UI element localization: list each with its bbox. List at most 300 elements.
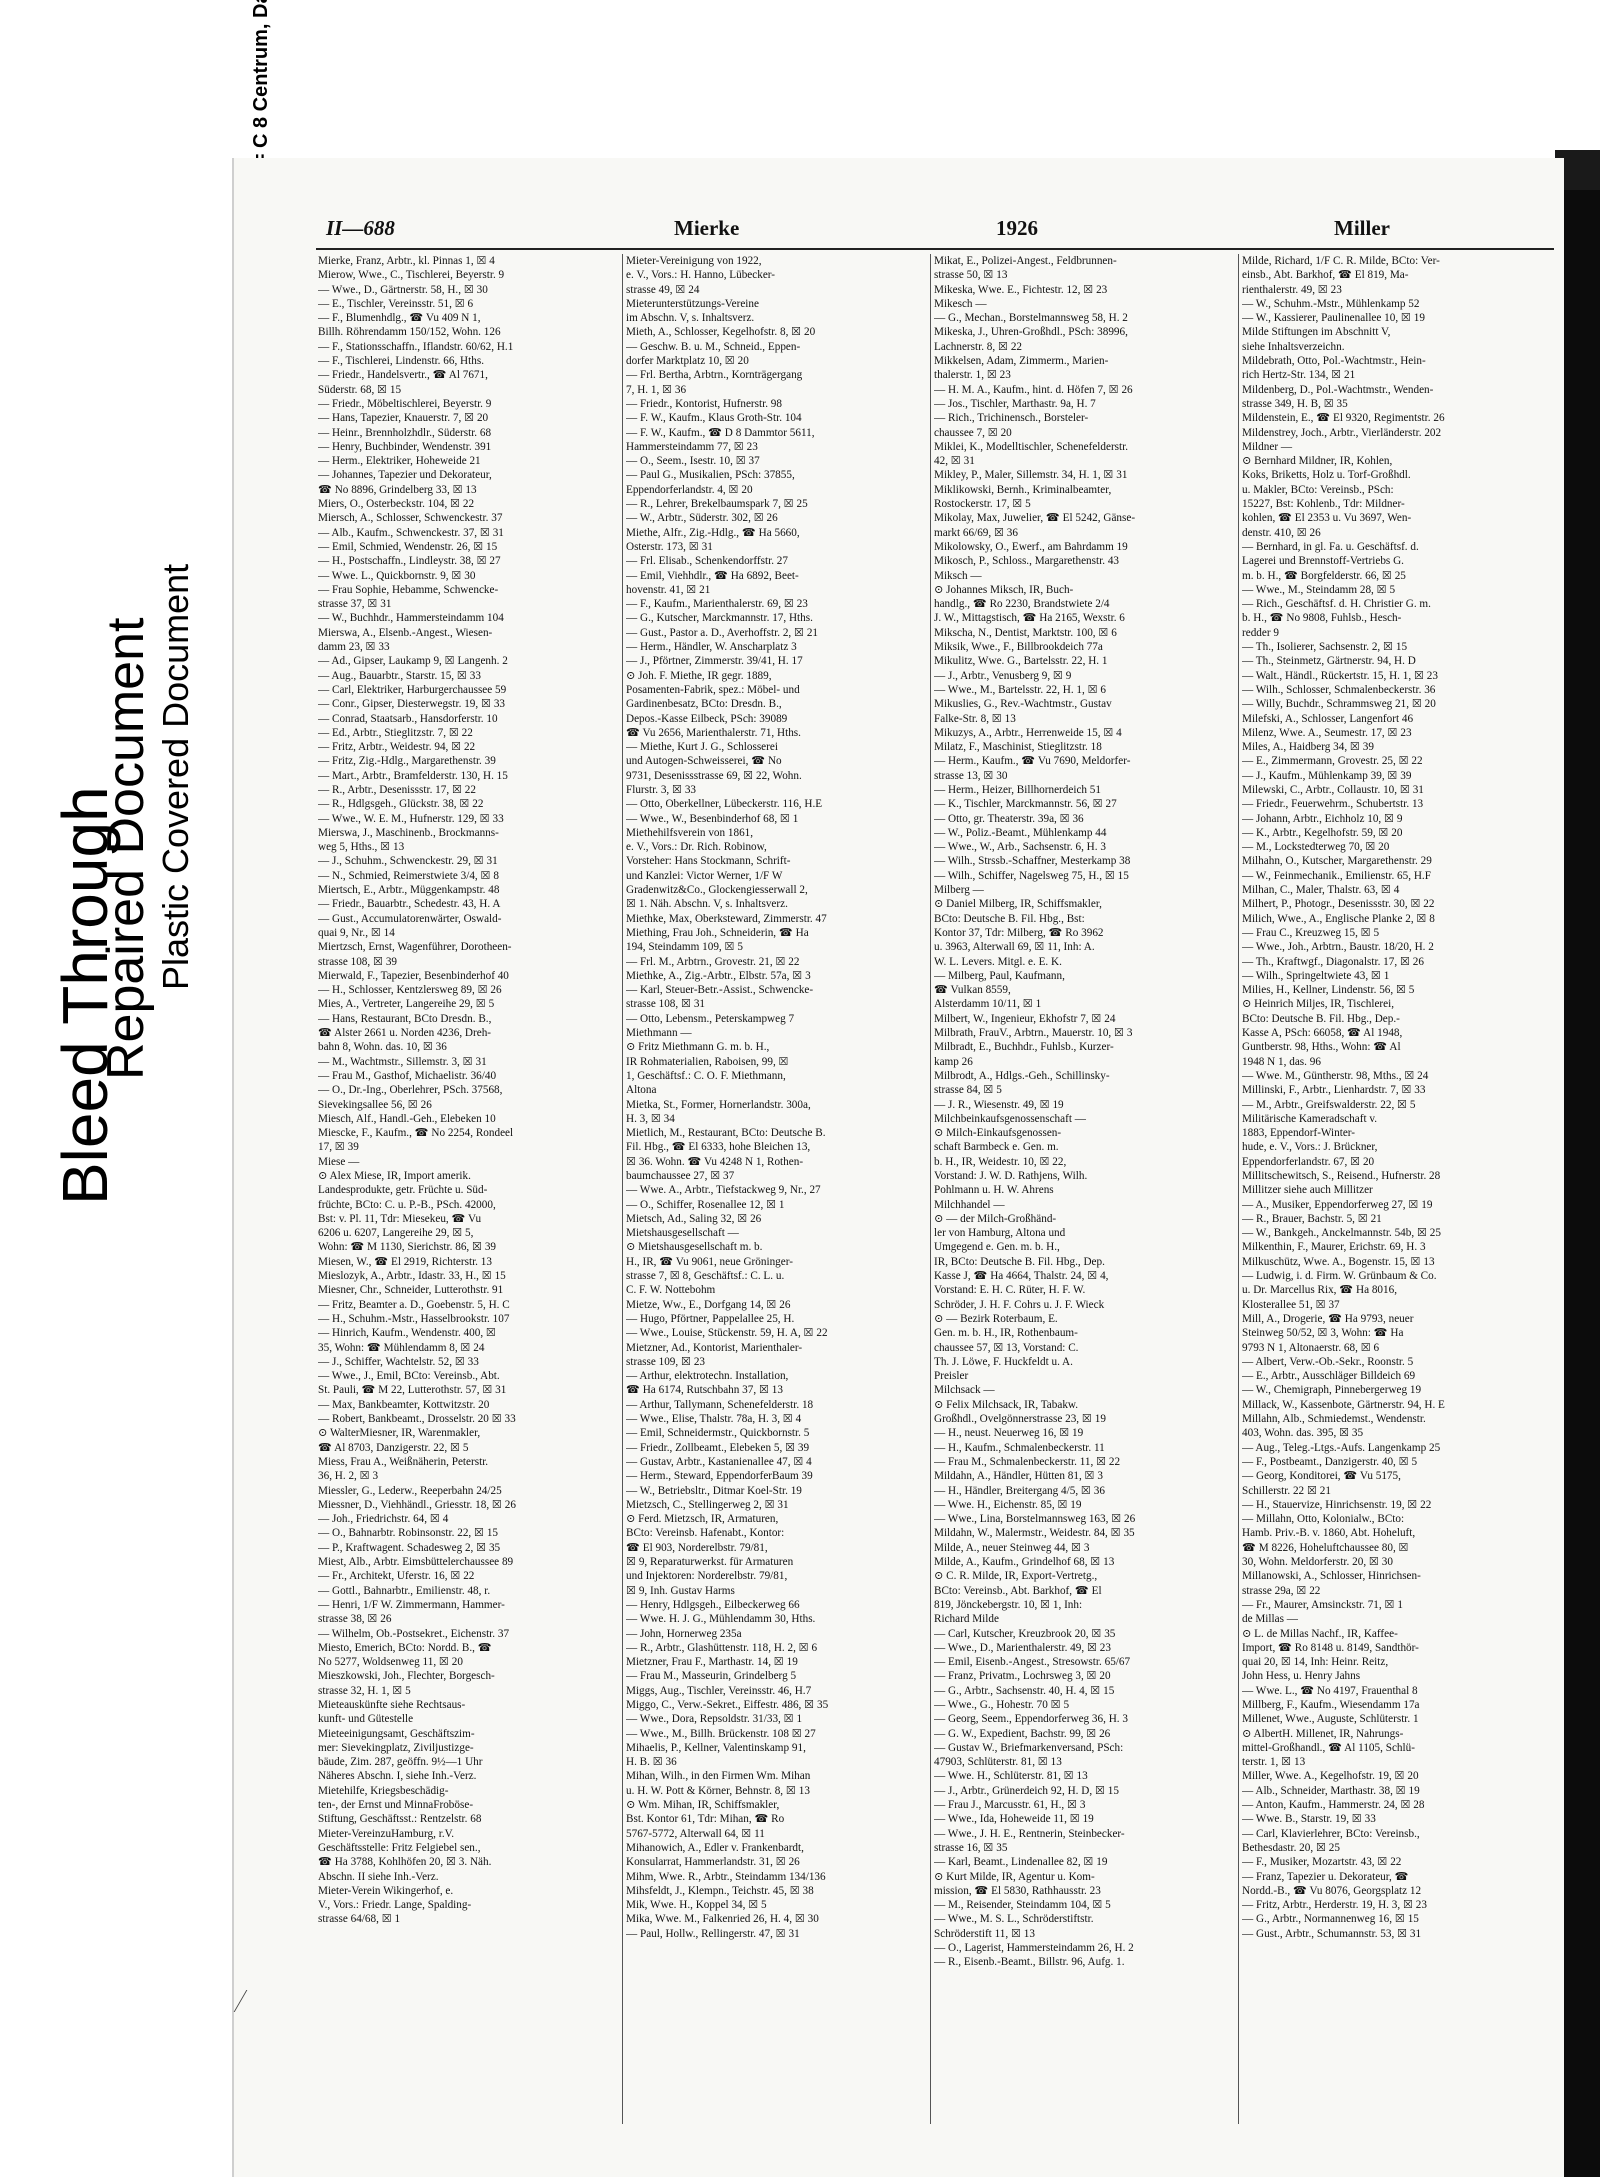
directory-entry: ⊙ Joh. F. Miethe, IR gegr. 1889,	[626, 669, 772, 682]
directory-entry: Miessner, D., Viehhändl., Griesstr. 18, ☒ 26	[318, 1498, 516, 1511]
directory-entry: — W., Arbtr., Süderstr. 302, ☒ 26	[626, 512, 778, 525]
directory-entry: dorfer Marktplatz 10, ☒ 20	[626, 355, 749, 368]
directory-entry: Mieteauskünfte siehe Rechtsaus-	[318, 1698, 466, 1711]
directory-entry: — Herm., Kaufm., ☎ Vu 7690, Meldorfer-	[934, 755, 1131, 768]
directory-entry: — K., Tischler, Marckmannstr. 56, ☒ 27	[934, 798, 1117, 811]
directory-entry: — Wilh., Schiffer, Nagelsweg 75, H., ☒ 15	[934, 869, 1129, 882]
directory-entry: — Fritz, Zig.-Hdlg., Margarethenstr. 39	[318, 755, 496, 768]
directory-entry: — Gustav W., Briefmarkenversand, PSch:	[934, 1741, 1124, 1754]
directory-entry: Miesch, Alf., Handl.-Geh., Elebeken 10	[318, 1112, 496, 1125]
directory-entry: — Anton, Kaufm., Hammerstr. 24, ☒ 28	[1242, 1799, 1425, 1812]
directory-entry: — H., Kaufm., Schmalenbeckerstr. 11	[934, 1441, 1105, 1454]
directory-entry: ⊙ Bernhard Mildner, IR, Kohlen,	[1242, 455, 1393, 468]
directory-entry: Milbert, W., Ingenieur, Ekhofstr 7, ☒ 24	[934, 1012, 1116, 1025]
directory-entry: Schröder, J. H. F. Cohrs u. J. F. Wieck	[934, 1298, 1105, 1311]
directory-entry: strasse 37, ☒ 31	[318, 598, 392, 611]
header-rule	[316, 248, 1554, 250]
column-divider	[930, 254, 931, 2124]
directory-entry: früchte, BCto: C. u. P.-B., PSch. 42000,	[318, 1198, 496, 1211]
directory-entry: kunft- und Gütestelle	[318, 1713, 414, 1726]
directory-entry: ten-, der Ernst und MinnaFroböse-	[318, 1799, 474, 1812]
directory-entry: BCto: Vereinsb. Hafenabt., Kontor:	[626, 1527, 785, 1540]
column-4	[1242, 254, 1552, 2144]
directory-entry: — Johann, Arbtr., Eichholz 10, ☒ 9	[1242, 812, 1403, 825]
directory-entry: Miksik, Wwe., F., Billbrookdeich 77a	[934, 641, 1103, 654]
directory-entry: ☎ Vu 2656, Marienthalerstr. 71, Hths.	[626, 726, 801, 739]
directory-entry: — R., Eisenb.-Beamt., Billstr. 96, Aufg. 1.	[934, 1956, 1125, 1969]
directory-entry: Milde, A., Kaufm., Grindelhof 68, ☒ 13	[934, 1556, 1115, 1569]
directory-entry: quai 20, ☒ 14, Inh: Heinr. Reitz,	[1242, 1656, 1389, 1669]
directory-entry: — G., Mechan., Borstelmannsweg 58, H. 2	[934, 312, 1128, 325]
directory-entry: ⊙ Felix Milchsack, IR, Tabakw.	[934, 1398, 1079, 1411]
directory-entry: — F., Tischlerei, Lindenstr. 66, Hths.	[318, 355, 484, 368]
directory-entry: Milbrodt, A., Hdlgs.-Geh., Schillinsky-	[934, 1069, 1110, 1082]
directory-entry: Eppendorferlandstr. 67, ☒ 20	[1242, 1155, 1375, 1168]
directory-entry: ⊙ Daniel Milberg, IR, Schiffsmakler,	[934, 898, 1102, 911]
directory-entry: 194, Steindamm 109, ☒ 5	[626, 941, 743, 954]
directory-entry: — Wwe. H. J. G., Mühlendamm 30, Hths.	[626, 1613, 816, 1626]
directory-entry: Miethmann —	[626, 1027, 692, 1040]
directory-entry: Mildenstrey, Joch., Arbtr., Vierländerstr. 202	[1242, 426, 1442, 439]
directory-entry: Großhdl., Ovelgönnerstrasse 23, ☒ 19	[934, 1413, 1106, 1426]
directory-entry: 9731, Desenissstrasse 69, ☒ 22, Wohn.	[626, 769, 802, 782]
directory-entry: 30, Wohn. Meldorferstr. 20, ☒ 30	[1242, 1556, 1393, 1569]
directory-entry: Mikolowsky, O., Ewerf., am Bahrdamm 19	[934, 540, 1128, 553]
directory-entry: Mierswa, J., Maschinenb., Brockmanns-	[318, 826, 499, 839]
directory-entry: Mietzner, Ad., Kontorist, Marienthaler-	[626, 1341, 803, 1354]
directory-entry: — F., Kaufm., Marienthalerstr. 69, ☒ 23	[626, 598, 808, 611]
directory-entry: — Millahn, Otto, Kolonialw., BCto:	[1242, 1513, 1405, 1526]
directory-entry: Miertzsch, Ernst, Wagenführer, Dorotheen-	[318, 941, 512, 954]
directory-entry: — Frau M., Gasthof, Michaelistr. 36/40	[318, 1069, 497, 1082]
directory-entry: ☒ 9, Reparaturwerkst. für Armaturen	[626, 1556, 794, 1569]
directory-entry: baumchaussee 27, ☒ 37	[626, 1170, 735, 1182]
directory-entry: ⊙ WalterMiesner, IR, Warenmakler,	[318, 1427, 481, 1440]
directory-entry: — H., Schlosser, Kentzlersweg 89, ☒ 26	[318, 984, 502, 997]
directory-entry: Koks, Briketts, Holz u. Torf-Großhdl.	[1242, 469, 1411, 482]
directory-entry: — Paul, Hollw., Rellingerstr. 47, ☒ 31	[626, 1927, 800, 1940]
directory-entry: Mikkelsen, Adam, Zimmerm., Marien-	[934, 355, 1109, 368]
directory-entry: — Wwe., Lina, Borstelmannsweg 163, ☒ 26	[934, 1513, 1136, 1526]
directory-entry: — Albert, Verw.-Ob.-Sekr., Roonstr. 5	[1242, 1355, 1414, 1368]
directory-entry: strasse 349, H. B, ☒ 35	[1242, 397, 1348, 410]
directory-entry: Mietzsch, C., Stellingerweg 2, ☒ 31	[626, 1498, 789, 1511]
directory-entry: ☒ 1. Näh. Abschn. V, s. Inhaltsverz.	[626, 898, 788, 911]
directory-entry: strasse 84, ☒ 5	[934, 1084, 1002, 1097]
directory-entry: Milkenthin, F., Maurer, Erichstr. 69, H. 3	[1242, 1241, 1426, 1254]
directory-entry: Mihanowich, A., Edler v. Frankenbardt,	[626, 1841, 804, 1854]
directory-entry: — Otto, Oberkellner, Lübeckerstr. 116, H.E	[626, 798, 823, 811]
directory-entry: No 5277, Woldsenweg 11, ☒ 20	[318, 1656, 463, 1669]
directory-entry: Miersch, A., Schlosser, Schwenckestr. 37	[318, 512, 503, 525]
directory-entry: — Geschw. B. u. M., Schneid., Eppen-	[626, 340, 801, 353]
directory-entry: Preisler	[934, 1370, 969, 1383]
directory-entry: — Conrad, Staatsarb., Hansdorferstr. 10	[318, 712, 498, 725]
directory-entry: Posamenten-Fabrik, spez.: Möbel- und	[626, 683, 800, 696]
directory-entry: John Hess, u. Henry Jahns	[1242, 1670, 1361, 1683]
directory-entry: ☎ Vulkan 8559,	[934, 984, 1011, 997]
directory-entry: Mikolay, Max, Juwelier, ☎ El 5242, Gänse-	[934, 512, 1136, 525]
directory-entry: — Th., Kraftwgf., Diagonalstr. 17, ☒ 26	[1242, 955, 1424, 968]
directory-entry: Mikat, E., Polizei-Angest., Feldbrunnen-	[934, 255, 1117, 267]
directory-entry: Näheres Abschn. I, siehe Inh.-Verz.	[318, 1770, 477, 1783]
directory-entry: — Wwe., G., Hohestr. 70 ☒ 5	[934, 1698, 1070, 1711]
directory-entry: — Hinrich, Kaufm., Wendenstr. 400, ☒	[318, 1327, 496, 1340]
directory-entry: — E., Arbtr., Ausschläger Billdeich 69	[1242, 1370, 1416, 1383]
directory-entry: Millenet, Wwe., Auguste, Schlüterstr. 1	[1242, 1713, 1419, 1726]
directory-entry: Milkuschütz, Wwe. A., Bogenstr. 15, ☒ 13	[1242, 1255, 1435, 1268]
directory-entry: — Friedr., Möbeltischlerei, Beyerstr. 9	[318, 397, 492, 410]
directory-entry: strasse 108, ☒ 31	[626, 998, 706, 1011]
directory-entry: — Wwe., W., Besenbinderhof 68, ☒ 1	[626, 812, 799, 825]
directory-entry: Mikuslies, G., Rev.-Wachtmstr., Gustav	[934, 698, 1112, 711]
directory-entry: — F., Postbeamt., Danzigerstr. 40, ☒ 5	[1242, 1455, 1418, 1468]
directory-entry: — Friedr., Bauarbtr., Schedestr. 43, H. A	[318, 898, 501, 911]
directory-entry: Mikscha, N., Dentist, Marktstr. 100, ☒ 6	[934, 626, 1117, 639]
directory-entry: — Aug., Teleg.-Ltgs.-Aufs. Langenkamp 25	[1242, 1441, 1441, 1454]
directory-entry: Mieterunterstützungs-Vereine	[626, 297, 759, 310]
directory-entry: 42, ☒ 31	[934, 455, 975, 468]
directory-entry: Mieszkowski, Joh., Flechter, Borgesch-	[318, 1670, 495, 1683]
directory-entry: 36, H. 2, ☒ 3	[318, 1470, 379, 1483]
directory-entry: — Gust., Arbtr., Schumannstr. 53, ☒ 31	[1242, 1927, 1422, 1940]
directory-entry: Miessler, G., Lederw., Reeperbahn 24/25	[318, 1484, 502, 1497]
directory-entry: — Wwe., Louise, Stückenstr. 59, H. A, ☒ 22	[626, 1327, 828, 1340]
directory-entry: Richard Milde	[934, 1613, 999, 1626]
directory-entry: C. F. W. Nottebohm	[626, 1284, 716, 1297]
directory-entry: — Fritz, Arbtr., Weidestr. 94, ☒ 22	[318, 741, 476, 754]
directory-entry: Mikesch —	[934, 297, 987, 310]
directory-entry: — N., Schmied, Reimerstwiete 3/4, ☒ 8	[318, 869, 499, 882]
directory-entry: Wohn: ☎ M 1130, Sierichstr. 86, ☒ 39	[318, 1241, 497, 1254]
directory-entry: — Karl, Steuer-Betr.-Assist., Schwencke-	[626, 984, 814, 997]
directory-entry: Abschn. II siehe Inh.-Verz.	[318, 1870, 439, 1883]
directory-entry: Kasse J, ☎ Ha 4664, Thalstr. 24, ☒ 4,	[934, 1270, 1109, 1283]
directory-entry: hovenstr. 41, ☒ 21	[626, 583, 711, 596]
directory-entry: IR, BCto: Deutsche B. Fil. Hbg., Dep.	[934, 1255, 1105, 1268]
directory-entry: m. b. H., ☎ Borgfelderstr. 66, ☒ 25	[1242, 569, 1406, 582]
directory-entry: Mikeska, Wwe. E., Fichtestr. 12, ☒ 23	[934, 283, 1108, 296]
directory-entry: — Frau M., Masseurin, Grindelberg 5	[626, 1670, 797, 1683]
column-1	[318, 254, 618, 2144]
directory-entry: Süderstr. 68, ☒ 15	[318, 383, 402, 396]
directory-entry: — Hans, Restaurant, BCto Dresdn. B.,	[318, 1012, 492, 1025]
directory-entry: Hamb. Priv.-B. v. 1860, Abt. Hoheluft,	[1242, 1527, 1416, 1540]
directory-entry: Umgegend e. Gen. m. b. H.,	[934, 1241, 1060, 1254]
directory-entry: ☒ 36. Wohn. ☎ Vu 4248 N 1, Rothen-	[626, 1155, 804, 1168]
directory-entry: ⊙ AlbertH. Millenet, IR, Nahrungs-	[1242, 1727, 1404, 1740]
directory-entry: — Frl. M., Arbtrn., Grovestr. 21, ☒ 22	[626, 955, 800, 968]
directory-entry: b. H., IR, Weidestr. 10, ☒ 22,	[934, 1155, 1067, 1168]
directory-entry: — W., Betriebsltr., Ditmar Koel-Str. 19	[626, 1484, 802, 1497]
directory-entry: Milhahn, O., Kutscher, Margarethenstr. 29	[1242, 855, 1432, 868]
directory-entry: de Millas —	[1242, 1613, 1298, 1626]
directory-entry: Miest, Alb., Arbtr. Eimsbüttelerchaussee 89	[318, 1556, 514, 1569]
directory-entry: ☎ Al 8703, Danzigerstr. 22, ☒ 5	[318, 1441, 469, 1454]
directory-entry: — F. W., Kaufm., Klaus Groth-Str. 104	[626, 412, 802, 425]
directory-entry: — Miethe, Kurt J. G., Schlosserei	[626, 741, 778, 754]
directory-entry: Milde, Richard, 1/F C. R. Milde, BCto: Ver-	[1242, 255, 1440, 267]
directory-entry: Alsterdamm 10/11, ☒ 1	[934, 998, 1042, 1011]
directory-entry: Milbrath, FrauV., Arbtrn., Mauerstr. 10, ☒ 3	[934, 1027, 1133, 1040]
directory-entry: Millanowski, A., Schlosser, Hinrichsen-	[1242, 1570, 1421, 1583]
directory-entry: — Joh., Friedrichstr. 64, ☒ 4	[318, 1513, 449, 1526]
directory-entry: Millberg, F., Kaufm., Wiesendamm 17a	[1242, 1698, 1420, 1711]
directory-entry: — Fritz, Beamter a. D., Goebenstr. 5, H. C	[318, 1298, 510, 1311]
directory-entry: Mika, Wwe. M., Falkenried 26, H. 4, ☒ 30	[626, 1913, 819, 1926]
directory-entry: — Johannes, Tapezier und Dekorateur,	[318, 469, 492, 482]
directory-entry: Mietze, Ww., E., Dorfgang 14, ☒ 26	[626, 1298, 791, 1311]
directory-entry: — Wwe. L., ☎ No 4197, Frauenthal 8	[1242, 1684, 1418, 1697]
directory-entry: H. B. ☒ 36	[626, 1756, 677, 1769]
directory-entry: Milde, A., neuer Steinweg 44, ☒ 3	[934, 1541, 1090, 1554]
directory-entry: und Autogen-Schweisserei, ☎ No	[626, 755, 782, 768]
directory-entry: Milchsack —	[934, 1384, 995, 1397]
directory-entry: ⊙ Wm. Mihan, IR, Schiffsmakler,	[626, 1799, 780, 1812]
directory-entry: 819, Jönckebergstr. 10, ☒ 1, Inh:	[934, 1598, 1083, 1611]
directory-entry: terstr. 1, ☒ 13	[1242, 1756, 1306, 1769]
directory-entry: Mikulitz, Wwe. G., Bartelsstr. 22, H. 1	[934, 655, 1108, 668]
directory-entry: — R., Lehrer, Brekelbaumspark 7, ☒ 25	[626, 498, 808, 511]
directory-entry: — Ed., Arbtr., Stieglitzstr. 7, ☒ 22	[318, 726, 473, 739]
directory-entry: Vorsteher: Hans Stockmann, Schrift-	[626, 855, 791, 868]
directory-entry: — Fr., Maurer, Amsinckstr. 71, ☒ 1	[1242, 1598, 1403, 1611]
directory-entry: Konsularrat, Hammerlandstr. 31, ☒ 26	[626, 1856, 800, 1869]
directory-entry: Miethke, Max, Oberksteward, Zimmerstr. 47	[626, 912, 827, 925]
directory-entry: Vorstand: J. W. D. Rathjens, Wilh.	[934, 1170, 1088, 1182]
directory-entry: Milies, H., Kellner, Lindenstr. 56, ☒ 5	[1242, 984, 1415, 997]
directory-entry: Miers, O., Osterbeckstr. 104, ☒ 22	[318, 498, 475, 511]
directory-entry: — Wilh., Schlosser, Schmalenbeckerstr. 36	[1242, 683, 1436, 696]
directory-entry: chaussee 57, ☒ 13, Vorstand: C.	[934, 1341, 1079, 1354]
directory-entry: e. V., Vors.: Dr. Rich. Robinow,	[626, 841, 767, 854]
directory-entry: — Wwe., Dora, Repsoldstr. 31/33, ☒ 1	[626, 1713, 803, 1726]
scanner-edge	[1564, 150, 1600, 2177]
directory-entry: — Carl, Elektriker, Harburgerchaussee 59	[318, 683, 507, 696]
directory-entry: — Wwe. H., Schlüterstr. 81, ☒ 13	[934, 1770, 1088, 1783]
directory-entry: und Kanzlei: Victor Werner, 1/F W	[626, 869, 783, 882]
directory-entry: Guntberstr. 98, Hths., Wohn: ☎ Al	[1242, 1041, 1401, 1054]
directory-entry: strasse 38, ☒ 26	[318, 1613, 392, 1626]
directory-entry: ⊙ Ferd. Mietzsch, IR, Armaturen,	[626, 1513, 779, 1526]
directory-entry: Miesen, W., ☎ El 2919, Richterstr. 13	[318, 1255, 492, 1268]
directory-entry: — J., Arbtr., Grünerdeich 92, H. D, ☒ 15	[934, 1784, 1119, 1797]
directory-entry: Mieter-Vereinigung von 1922,	[626, 255, 762, 267]
directory-entry: J. W., Mittagstisch, ☎ Ha 2165, Wexstr. 6	[934, 612, 1125, 625]
directory-entry: Mieth, A., Schlosser, Kegelhofstr. 8, ☒ 20	[626, 326, 816, 339]
directory-entry: 9793 N 1, Altonaerstr. 68, ☒ 6	[1242, 1341, 1380, 1354]
directory-entry: — Mart., Arbtr., Bramfelderstr. 130, H. 15	[318, 769, 508, 782]
directory-entry: — F., Musiker, Mozartstr. 43, ☒ 22	[1242, 1856, 1402, 1869]
directory-entry: u. Makler, BCto: Vereinsb., PSch:	[1242, 483, 1394, 496]
directory-entry: — O., Schiffer, Rosenallee 12, ☒ 1	[626, 1198, 785, 1211]
directory-entry: — H. M. A., Kaufm., hint. d. Höfen 7, ☒ 26	[934, 383, 1133, 396]
directory-entry: — Emil, Schmied, Wendenstr. 26, ☒ 15	[318, 540, 498, 553]
directory-entry: Mieter-Verein Wikingerhof, e.	[318, 1884, 454, 1897]
directory-entry: Miller, Wwe. A., Kegelhofstr. 19, ☒ 20	[1242, 1770, 1419, 1783]
directory-entry: — Henry, Buchbinder, Wendenstr. 391	[318, 440, 492, 453]
directory-entry: — Otto, Lebensm., Peterskampweg 7	[626, 1012, 795, 1025]
directory-entry: — Wwe., Ida, Hoheweide 11, ☒ 19	[934, 1813, 1094, 1826]
header-left-word: Mierke	[674, 216, 740, 240]
directory-entry: Mihm, Wwe. R., Arbtr., Steindamm 134/136	[626, 1870, 826, 1883]
directory-entry: Lagerei und Brennstoff-Vertriebs G.	[1242, 555, 1404, 568]
directory-entry: Falke-Str. 8, ☒ 13	[934, 712, 1016, 725]
plastic-covered-label: Plastic Covered Document	[155, 563, 196, 990]
directory-entry: ☎ Alster 2661 u. Norden 4236, Dreh-	[318, 1027, 492, 1040]
directory-entry: Milatz, F., Maschinist, Stieglitzstr. 18	[934, 741, 1102, 754]
directory-entry: Millinski, F., Arbtr., Lienhardstr. 7, ☒ 33	[1242, 1084, 1426, 1097]
directory-entry: ☎ M 8226, Hoheluftchaussee 80, ☒	[1242, 1541, 1409, 1554]
directory-entry: strasse 16, ☒ 35	[934, 1841, 1008, 1854]
directory-entry: Mik, Wwe. H., Koppel 34, ☒ 5	[626, 1899, 767, 1912]
directory-entry: quai 9, Nr., ☒ 14	[318, 926, 395, 939]
directory-entry: Miggs, Aug., Tischler, Vereinsstr. 46, H.7	[626, 1684, 812, 1697]
directory-entry: BCto: Deutsche B. Fil. Hbg., Dep.-	[1242, 1012, 1400, 1025]
directory-entry: 1883, Eppendorf-Winter-	[1242, 1127, 1356, 1140]
directory-entry: — Wwe., Joh., Arbtrn., Baustr. 18/20, H. 2	[1242, 941, 1434, 954]
directory-entry: im Abschn. V, s. Inhaltsverz.	[626, 312, 755, 325]
directory-entry: — E., Zimmermann, Grovestr. 25, ☒ 22	[1242, 755, 1423, 768]
directory-entry: Mikuzys, A., Arbtr., Herrenweide 15, ☒ 4	[934, 726, 1122, 739]
directory-entry: — Conr., Gipser, Diesterwegstr. 19, ☒ 33	[318, 698, 506, 711]
directory-entry: Kasse A, PSch: 66058, ☎ Al 1948,	[1242, 1027, 1403, 1040]
directory-entry: ☒ 9, Inh. Gustav Harms	[626, 1584, 735, 1597]
directory-entry: Schröderstift 11, ☒ 13	[934, 1927, 1035, 1940]
directory-entry: — W., Kassierer, Paulinenallee 10, ☒ 19	[1242, 312, 1425, 325]
directory-entry: — M., Wachtmstr., Sillemstr. 3, ☒ 31	[318, 1055, 487, 1068]
directory-entry: — Th., Isolierer, Sachsenstr. 2, ☒ 15	[1242, 641, 1408, 654]
directory-entry: 35, Wohn: ☎ Mühlendamm 8, ☒ 24	[318, 1341, 485, 1354]
directory-entry: — Wilh., Springeltwiete 43, ☒ 1	[1242, 969, 1390, 982]
directory-entry: — Henri, 1/F W. Zimmermann, Hammer-	[318, 1598, 505, 1611]
directory-entry: 7, H. 1, ☒ 36	[626, 383, 687, 396]
directory-entry: Mihan, Wilh., in den Firmen Wm. Mihan	[626, 1770, 811, 1783]
directory-entry: ⊙ — der Milch-Großhänd-	[934, 1212, 1057, 1225]
directory-entry: schaft Barmbeck e. Gen. m.	[934, 1141, 1059, 1154]
directory-entry: — J., Schiffer, Wachtelstr. 52, ☒ 33	[318, 1355, 479, 1368]
directory-entry: Miescke, F., Kaufm., ☎ No 2254, Rondeel	[318, 1127, 514, 1140]
directory-entry: kamp 26	[934, 1055, 973, 1068]
directory-entry: Millahn, Alb., Schmiedemst., Wendenstr.	[1242, 1413, 1426, 1426]
directory-entry: — W., Chemigraph, Pinnebergerweg 19	[1242, 1384, 1422, 1397]
directory-entry: ⊙ L. de Millas Nachf., IR, Kaffee-	[1242, 1627, 1398, 1640]
directory-entry: Mietsch, Ad., Saling 32, ☒ 26	[626, 1212, 762, 1225]
directory-entry: — F., Blumenhdlg., ☎ Vu 409 N 1,	[318, 312, 481, 325]
directory-entry: — Wwe., D., Marienthalerstr. 49, ☒ 23	[934, 1641, 1111, 1654]
directory-entry: u. H. W. Pott & Körner, Behnstr. 8, ☒ 13	[626, 1784, 810, 1797]
directory-entry: Mihaelis, P., Kellner, Valentinskamp 91,	[626, 1741, 806, 1754]
directory-entry: strasse 7, ☒ 8, Geschäftsf.: C. L. u.	[626, 1270, 785, 1283]
directory-entry: b. H., ☎ No 9808, Fuhlsb., Hesch-	[1242, 612, 1402, 625]
directory-entry: — J., Pförtner, Zimmerstr. 39/41, H. 17	[626, 655, 803, 668]
directory-entry: Gen. m. b. H., IR, Rothenbaum-	[934, 1327, 1078, 1340]
directory-entry: Mikley, P., Maler, Sillemstr. 34, H. 1, ☒ 31	[934, 469, 1128, 482]
directory-entry: Stiftung, Geschäftsst.: Rentzelstr. 68	[318, 1813, 482, 1826]
directory-entry: Mies, A., Vertreter, Langereihe 29, ☒ 5	[318, 998, 495, 1011]
directory-entry: Mikosch, P., Schloss., Margarethenstr. 43	[934, 555, 1120, 568]
directory-entry: — Wwe., W. E. M., Hufnerstr. 129, ☒ 33	[318, 812, 504, 825]
directory-entry: — Wwe., M., Steindamm 28, ☒ 5	[1242, 583, 1396, 596]
directory-entry: — Frau M., Schmalenbeckerstr. 11, ☒ 22	[934, 1455, 1121, 1468]
directory-entry: — M., Lockstedterweg 70, ☒ 20	[1242, 841, 1390, 854]
directory-entry: — Fritz, Arbtr., Herderstr. 19, H. 3, ☒ 23	[1242, 1899, 1427, 1912]
directory-entry: — Friedr., Kontorist, Hufnerstr. 98	[626, 397, 782, 410]
directory-entry: — W., Poliz.-Beamt., Mühlenkamp 44	[934, 826, 1107, 839]
directory-entry: — G. W., Expedient, Bachstr. 99, ☒ 26	[934, 1727, 1111, 1740]
directory-entry: — Frl. Elisab., Schenkendorffstr. 27	[626, 555, 788, 568]
directory-entry: — Paul G., Musikalien, PSch: 37855,	[626, 469, 795, 482]
directory-entry: Milchbeinkaufsgenossenschaft —	[934, 1112, 1086, 1125]
directory-entry: Mihsfeldt, J., Klempn., Teichstr. 45, ☒ 38	[626, 1884, 814, 1897]
bleed-through-label: Bleed Through	[49, 786, 121, 1205]
directory-entry: — R., Brauer, Bachstr. 5, ☒ 21	[1242, 1212, 1382, 1225]
directory-entry: — Arthur, elektrotechn. Installation,	[626, 1370, 789, 1383]
directory-entry: — Franz, Tapezier u. Dekorateur, ☎	[1242, 1870, 1409, 1883]
directory-entry: mer: Sievekingplatz, Ziviljustizge-	[318, 1741, 474, 1754]
column-2	[626, 254, 926, 2144]
directory-entry: — Aug., Bauarbtr., Starstr. 15, ☒ 33	[318, 669, 481, 682]
directory-entry: ⊙ Kurt Milde, IR, Agentur u. Kom-	[934, 1870, 1095, 1883]
directory-entry: — Frau Sophie, Hebamme, Schwencke-	[318, 583, 499, 596]
directory-entry: e. V., Vors.: H. Hanno, Lübecker-	[626, 269, 776, 282]
directory-entry: Mildenberg, D., Pol.-Wachtmstr., Wenden-	[1242, 383, 1434, 396]
directory-entry: — Georg, Konditorei, ☎ Vu 5175,	[1242, 1470, 1401, 1483]
directory-entry: — Otto, gr. Theaterstr. 39a, ☒ 36	[934, 812, 1084, 825]
directory-entry: — Gust., Accumulatorenwärter, Oswald-	[318, 912, 502, 925]
directory-entry: — Wilh., Strssb.-Schaffner, Mesterkamp 38	[934, 855, 1131, 868]
directory-entry: Flurstr. 3, ☒ 33	[626, 783, 697, 796]
directory-entry: Schillerstr. 22 ☒ 21	[1242, 1484, 1331, 1497]
directory-entry: — Ludwig, i. d. Firm. W. Grünbaum & Co.	[1242, 1270, 1437, 1283]
directory-entry: Miesner, Chr., Schneider, Lutterothstr. 91	[318, 1284, 504, 1297]
column-divider	[622, 254, 623, 2124]
directory-entry: Millitschewitsch, S., Reisend., Hufnerstr. 28	[1242, 1170, 1441, 1182]
directory-entry: — R., Arbtr., Desenissstr. 17, ☒ 22	[318, 783, 476, 796]
directory-entry: — Arthur, Tallymann, Schenefelderstr. 18	[626, 1398, 814, 1411]
header-right-word: Miller	[1334, 216, 1390, 240]
directory-entry: Klosterallee 51, ☒ 37	[1242, 1298, 1340, 1311]
directory-entry: — J. R., Wiesenstr. 49, ☒ 19	[934, 1098, 1064, 1111]
directory-entry: Miething, Frau Joh., Schneiderin, ☎ Ha	[626, 926, 809, 939]
directory-entry: u. 3963, Alterwall 69, ☒ 11, Inh: A.	[934, 941, 1095, 954]
directory-entry: ☎ Ha 3788, Kohlhöfen 20, ☒ 3. Näh.	[318, 1856, 492, 1869]
directory-entry: Milchhandel —	[934, 1198, 1005, 1211]
directory-entry: — Robert, Bankbeamt., Drosselstr. 20 ☒ 33	[318, 1413, 516, 1426]
directory-entry: Altona	[626, 1084, 657, 1097]
directory-entry: Depos.-Kasse Eilbeck, PSch: 39089	[626, 712, 788, 725]
directory-entry: — Frau C., Kreuzweg 15, ☒ 5	[1242, 926, 1380, 939]
directory-entry: Mietshausgesellschaft —	[626, 1227, 739, 1240]
directory-entry: Miethehilfsverein von 1861,	[626, 826, 754, 839]
directory-entry: — Fr., Architekt, Uferstr. 16, ☒ 22	[318, 1570, 475, 1583]
directory-entry: Mildner —	[1242, 440, 1293, 453]
directory-entry: — Wwe. L., Quickbornstr. 9, ☒ 30	[318, 569, 476, 582]
directory-entry: — Willy, Buchdr., Schrammsweg 21, ☒ 20	[1242, 698, 1436, 711]
directory-entry: IR Rohmaterialien, Raboisen, 99, ☒	[626, 1055, 789, 1068]
directory-entry: ⊙ Milch-Einkaufsgenossen-	[934, 1127, 1062, 1140]
directory-entry: — John, Hornerweg 235a	[626, 1627, 742, 1640]
directory-entry: mission, ☎ El 5830, Rathhausstr. 23	[934, 1884, 1101, 1897]
directory-entry: Mierswa, A., Elsenb.-Angest., Wiesen-	[318, 626, 493, 639]
directory-entry: W. L. Levers. Mitgl. e. E. K.	[934, 955, 1062, 968]
directory-entry: kohlen, ☎ El 2353 u. Vu 3697, Wen-	[1242, 512, 1412, 525]
directory-entry: — H., Schuhm.-Mstr., Hasselbrookstr. 107	[318, 1312, 510, 1325]
directory-entry: — O., Dr.-Ing., Oberlehrer, PSch. 37568,	[318, 1084, 503, 1097]
directory-entry: rienthalerstr. 49, ☒ 23	[1242, 283, 1342, 296]
directory-entry: — M., Reisender, Steindamm 104, ☒ 5	[934, 1899, 1111, 1912]
directory-entry: H. 3, ☒ 34	[626, 1112, 675, 1125]
